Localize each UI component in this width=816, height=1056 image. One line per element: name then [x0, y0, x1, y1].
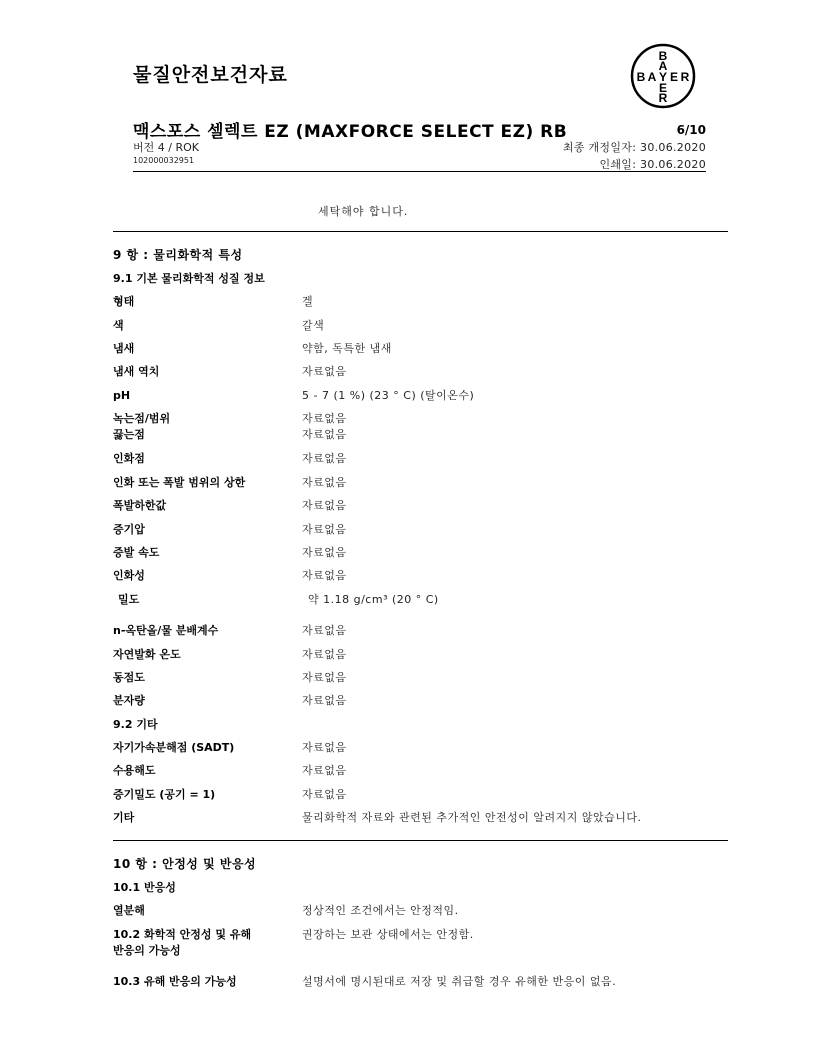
- property-value: 자료없음: [302, 499, 347, 512]
- property-label: 냄새 역치: [113, 365, 160, 378]
- section-divider: [113, 840, 728, 841]
- property-value: 갈색: [302, 319, 325, 332]
- property-label: 폭발하한값: [113, 499, 167, 512]
- section-divider: [113, 231, 728, 232]
- property-value: 정상적인 조건에서는 안정적임.: [302, 904, 459, 917]
- property-value: 자료없음: [302, 648, 347, 661]
- property-label: 수용해도: [113, 764, 156, 777]
- property-label: 동점도: [113, 671, 145, 684]
- svg-text:Y: Y: [658, 70, 668, 84]
- property-label: 냄새: [113, 342, 135, 355]
- property-label-continued: 반응의 가능성: [113, 944, 181, 957]
- property-label: 분자량: [113, 694, 145, 707]
- property-value: 자료없음: [302, 365, 347, 378]
- property-label: 인화성: [113, 569, 145, 582]
- property-label: 기타: [113, 811, 135, 824]
- property-value: 자료없음: [302, 624, 347, 637]
- property-label: 증발 속도: [113, 546, 160, 559]
- property-label: 인화 또는 폭발 범위의 상한: [113, 476, 246, 489]
- product-name: 맥스포스 셀렉트 EZ (MAXFORCE SELECT EZ) RB: [133, 122, 568, 142]
- property-label: 증기압: [113, 523, 145, 536]
- svg-text:E: E: [669, 70, 679, 84]
- property-label: pH: [113, 389, 131, 402]
- property-label: 형태: [113, 295, 135, 308]
- print-date: 인쇄일: 30.06.2020: [599, 158, 706, 171]
- property-label: 자기가속분해점 (SADT): [113, 741, 235, 754]
- section-9-heading: 9 항 : 물리화학적 특성: [113, 248, 243, 262]
- property-value: 자료없음: [302, 428, 347, 441]
- property-label: 10.2 화학적 안정성 및 유해: [113, 928, 252, 941]
- version-label: 버전 4 / ROK: [133, 141, 199, 154]
- property-value: 자료없음: [302, 694, 347, 707]
- property-value: 5 - 7 (1 %) (23 ° C) (탈이온수): [302, 389, 475, 402]
- property-value: 약 1.18 g/cm³ (20 ° C): [308, 593, 439, 606]
- wash-note: 세탁해야 합니다.: [318, 205, 409, 218]
- property-label: 색: [113, 319, 124, 332]
- page-number: 6/10: [676, 123, 706, 137]
- property-value: 자료없음: [302, 523, 347, 536]
- property-value: 자료없음: [302, 569, 347, 582]
- svg-text:A: A: [658, 59, 668, 73]
- property-value: 자료없음: [302, 788, 347, 801]
- revision-date: 최종 개정일자: 30.06.2020: [562, 141, 706, 154]
- svg-text:R: R: [658, 91, 668, 105]
- property-value: 겔: [302, 295, 314, 308]
- header-divider: [133, 171, 706, 172]
- subsection-9-2-heading: 9.2 기타: [113, 718, 158, 731]
- property-label: 자연발화 온도: [113, 648, 181, 661]
- property-value: 자료없음: [302, 764, 347, 777]
- property-value: 자료없음: [302, 741, 347, 754]
- svg-text:E: E: [658, 81, 668, 95]
- svg-text:B: B: [658, 49, 668, 63]
- svg-text:R: R: [680, 70, 690, 84]
- document-code: 102000032951: [133, 156, 195, 165]
- property-value: 자료없음: [302, 412, 347, 425]
- property-label: 끓는점: [113, 428, 145, 441]
- section-10-heading: 10 항 : 안정성 및 반응성: [113, 857, 257, 871]
- document-title: 물질안전보건자료: [133, 64, 288, 86]
- subsection-10-1-heading: 10.1 반응성: [113, 881, 176, 894]
- property-label: 인화점: [113, 452, 145, 465]
- property-label: 10.3 유해 반응의 가능성: [113, 975, 237, 988]
- property-value: 자료없음: [302, 452, 347, 465]
- property-label: 녹는점/범위: [113, 412, 171, 425]
- bayer-cross-logo-icon: [629, 42, 697, 110]
- property-value: 자료없음: [302, 476, 347, 489]
- property-label: 열분해: [113, 904, 145, 917]
- subsection-9-1-heading: 9.1 기본 물리화학적 성질 정보: [113, 272, 265, 285]
- property-label: 증기밀도 (공기 = 1): [113, 788, 216, 801]
- property-label: n-옥탄올/물 분배계수: [113, 624, 219, 637]
- property-value: 물리화학적 자료와 관련된 추가적인 안전성이 알려지지 않았습니다.: [302, 811, 642, 824]
- svg-text:B: B: [636, 70, 646, 84]
- svg-text:A: A: [647, 70, 657, 84]
- property-value: 설명서에 명시된대로 저장 및 취급할 경우 유해한 반응이 없음.: [302, 975, 617, 988]
- property-value: 자료없음: [302, 546, 347, 559]
- property-value: 권장하는 보관 상태에서는 안정함.: [302, 928, 474, 941]
- property-label: 밀도: [118, 593, 140, 606]
- property-value: 자료없음: [302, 671, 347, 684]
- property-value: 약함, 독특한 냄새: [302, 342, 392, 355]
